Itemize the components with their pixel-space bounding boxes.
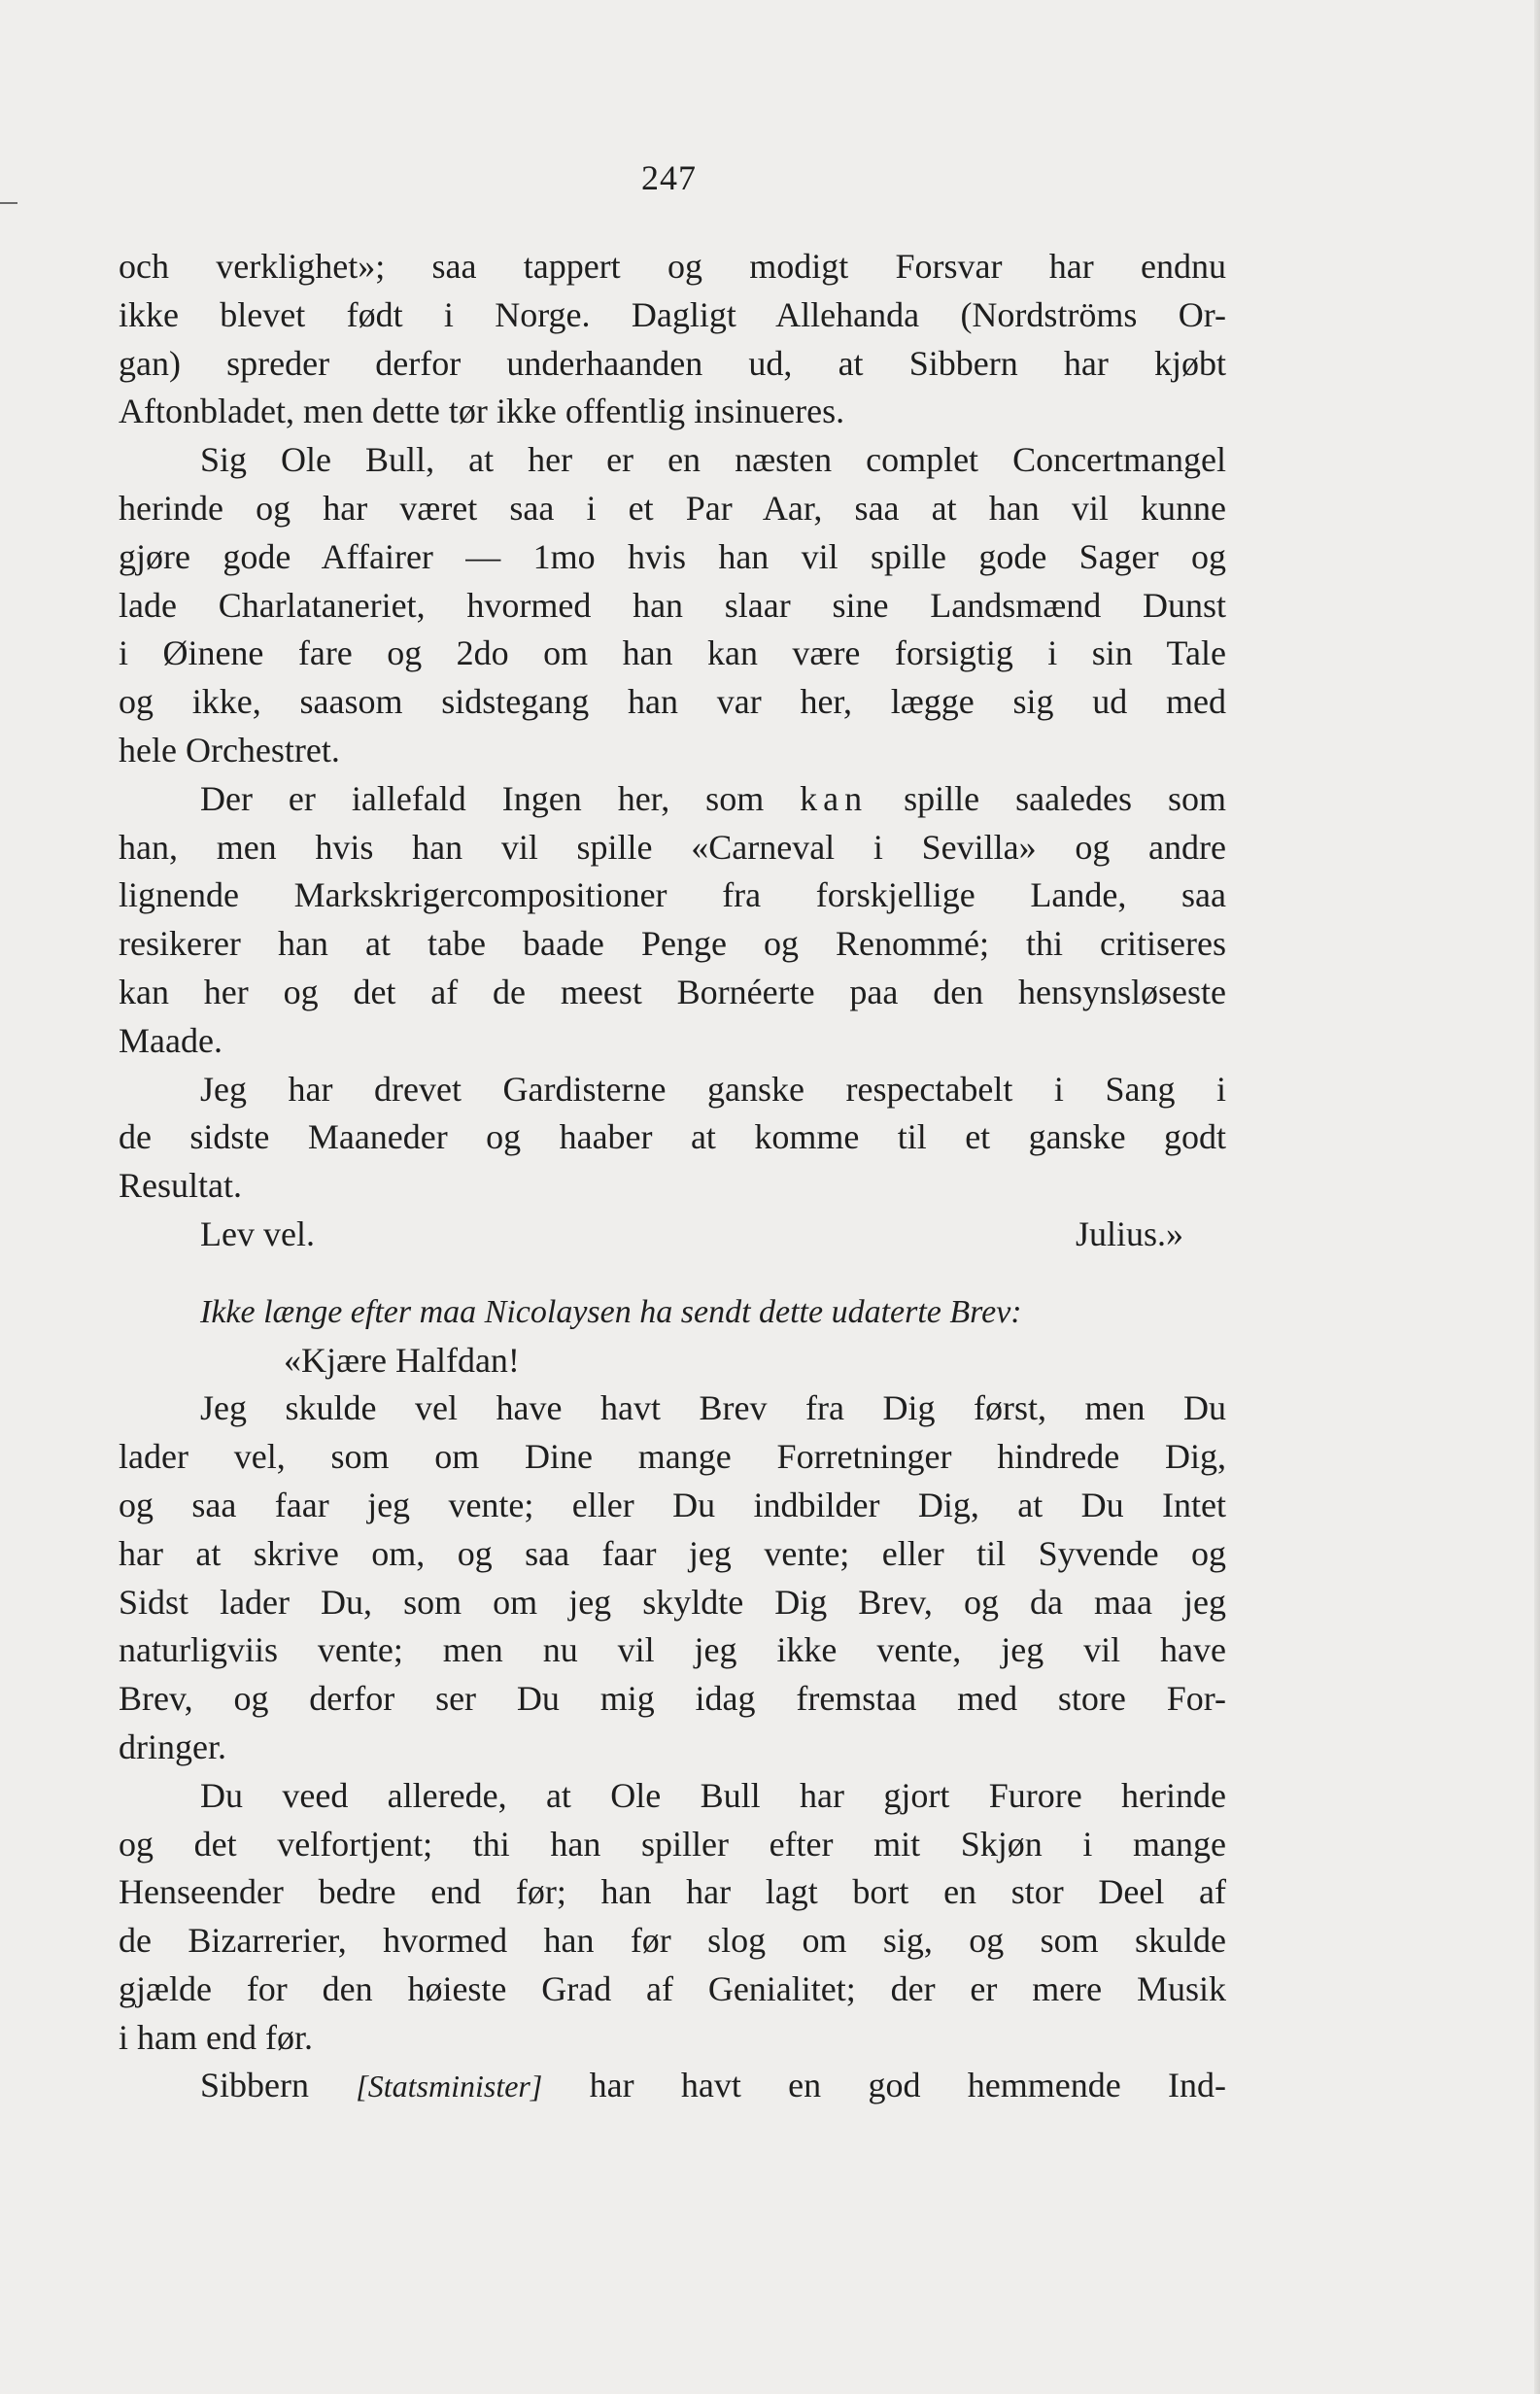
text-line: resikerer han at tabe baade Penge og Renommé; thi critiseres [119,924,1226,964]
body-text [119,243,1226,2110]
page-number: 247 [641,158,697,197]
page-edge-shadow [1534,0,1540,2394]
text-line: Maade. [119,1020,222,1060]
text-line: Henseender bedre end før; han har lagt bort en stor Deel af [119,1872,1226,1912]
text-line: Du veed allerede, at Ole Bull har gjort Furore herinde [200,1775,1226,1815]
signature: Julius.» [1075,1214,1183,1253]
text-line: og saa faar jeg vente; eller Du indbilder Dig, at Du Intet [119,1485,1226,1524]
scan-edge-mark [0,202,17,204]
text-fragment: spille saaledes som [868,778,1226,818]
farewell: Lev vel. [200,1214,315,1253]
spaced-emphasis: kan [800,778,869,818]
text-line: Resultat. [119,1166,242,1206]
text-line: gjøre gode Affairer — 1mo hvis han vil spille gode Sager og [119,536,1226,576]
text-line: gan) spreder derfor underhaanden ud, at Sibbern har kjøbt [119,343,1226,383]
text-fragment: Der er iallefald Ingen her, som [200,778,801,818]
text-line: gjælde for den høieste Grad af Genialitet; der er mere Musik [119,1968,1226,2008]
text-line: och verklighet»; saa tappert og modigt Forsvar har endnu [119,247,1226,286]
text-line: i Øinene fare og 2do om han kan være forsigtig i sin Tale [119,633,1226,673]
editorial-caption: Ikke længe efter maa Nicolaysen ha sendt dette udaterte Brev: [200,1293,1022,1330]
text-line: Jeg har drevet Gardisterne ganske respectabelt i Sang i [200,1069,1226,1109]
letter-signoff [119,1211,1226,1259]
text-line: Sidst lader Du, som om jeg skyldte Dig Brev, og da maa jeg [119,1582,1226,1622]
text-line: de Bizarrerier, hvormed han før slog om sig, og som skulde [119,1921,1226,1961]
text-line: og det velfortjent; thi han spiller efter mit Skjøn i mange [119,1824,1226,1864]
text-line: Jeg skulde vel have havt Brev fra Dig først, men Du [200,1388,1226,1428]
text-line: Brev, og derfor ser Du mig idag fremstaa med store For- [119,1679,1226,1719]
text-fragment: har havt en god hemmende Ind- [542,2066,1226,2105]
text-line: Sig Ole Bull, at her er en næsten complet Concertmangel [200,440,1226,480]
text-fragment: Sibbern [200,2066,357,2105]
text-line: dringer. [119,1727,226,1766]
text-line: hele Orchestret. [119,730,340,770]
text-line: han, men hvis han vil spille «Carneval i Sevilla» og andre [119,827,1226,867]
text-line: lade Charlataneriet, hvormed han slaar sine Landsmænd Dunst [119,585,1226,625]
text-line [119,775,1226,824]
letter-salutation: «Kjære Halfdan! [284,1340,520,1380]
text-line: de sidste Maaneder og haaber at komme til et ganske godt [119,1117,1226,1157]
text-line: naturligviis vente; men nu vil jeg ikke vente, jeg vil have [119,1630,1226,1670]
editorial-bracket: [Statsminister] [356,2069,543,2104]
text-line: har at skrive om, og saa faar jeg vente; eller til Syvende og [119,1533,1226,1573]
text-line: lader vel, som om Dine mange Forretninger hindrede Dig, [119,1437,1226,1477]
text-line: i ham end før. [119,2017,313,2057]
text-line: kan her og det af de meest Bornéerte paa den hensynsløseste [119,972,1226,1011]
text-line: og ikke, saasom sidstegang han var her, lægge sig ud med [119,682,1226,722]
text-line: herinde og har været saa i et Par Aar, saa at han vil kunne [119,488,1226,528]
text-line [119,2062,1226,2110]
text-line: Aftonbladet, men dette tør ikke offentlig insinueres. [119,392,845,431]
text-line: lignende Markskrigercompositioner fra forskjellige Lande, saa [119,875,1226,915]
text-line: ikke blevet født i Norge. Dagligt Allehanda (Nordströms Or- [119,294,1226,334]
